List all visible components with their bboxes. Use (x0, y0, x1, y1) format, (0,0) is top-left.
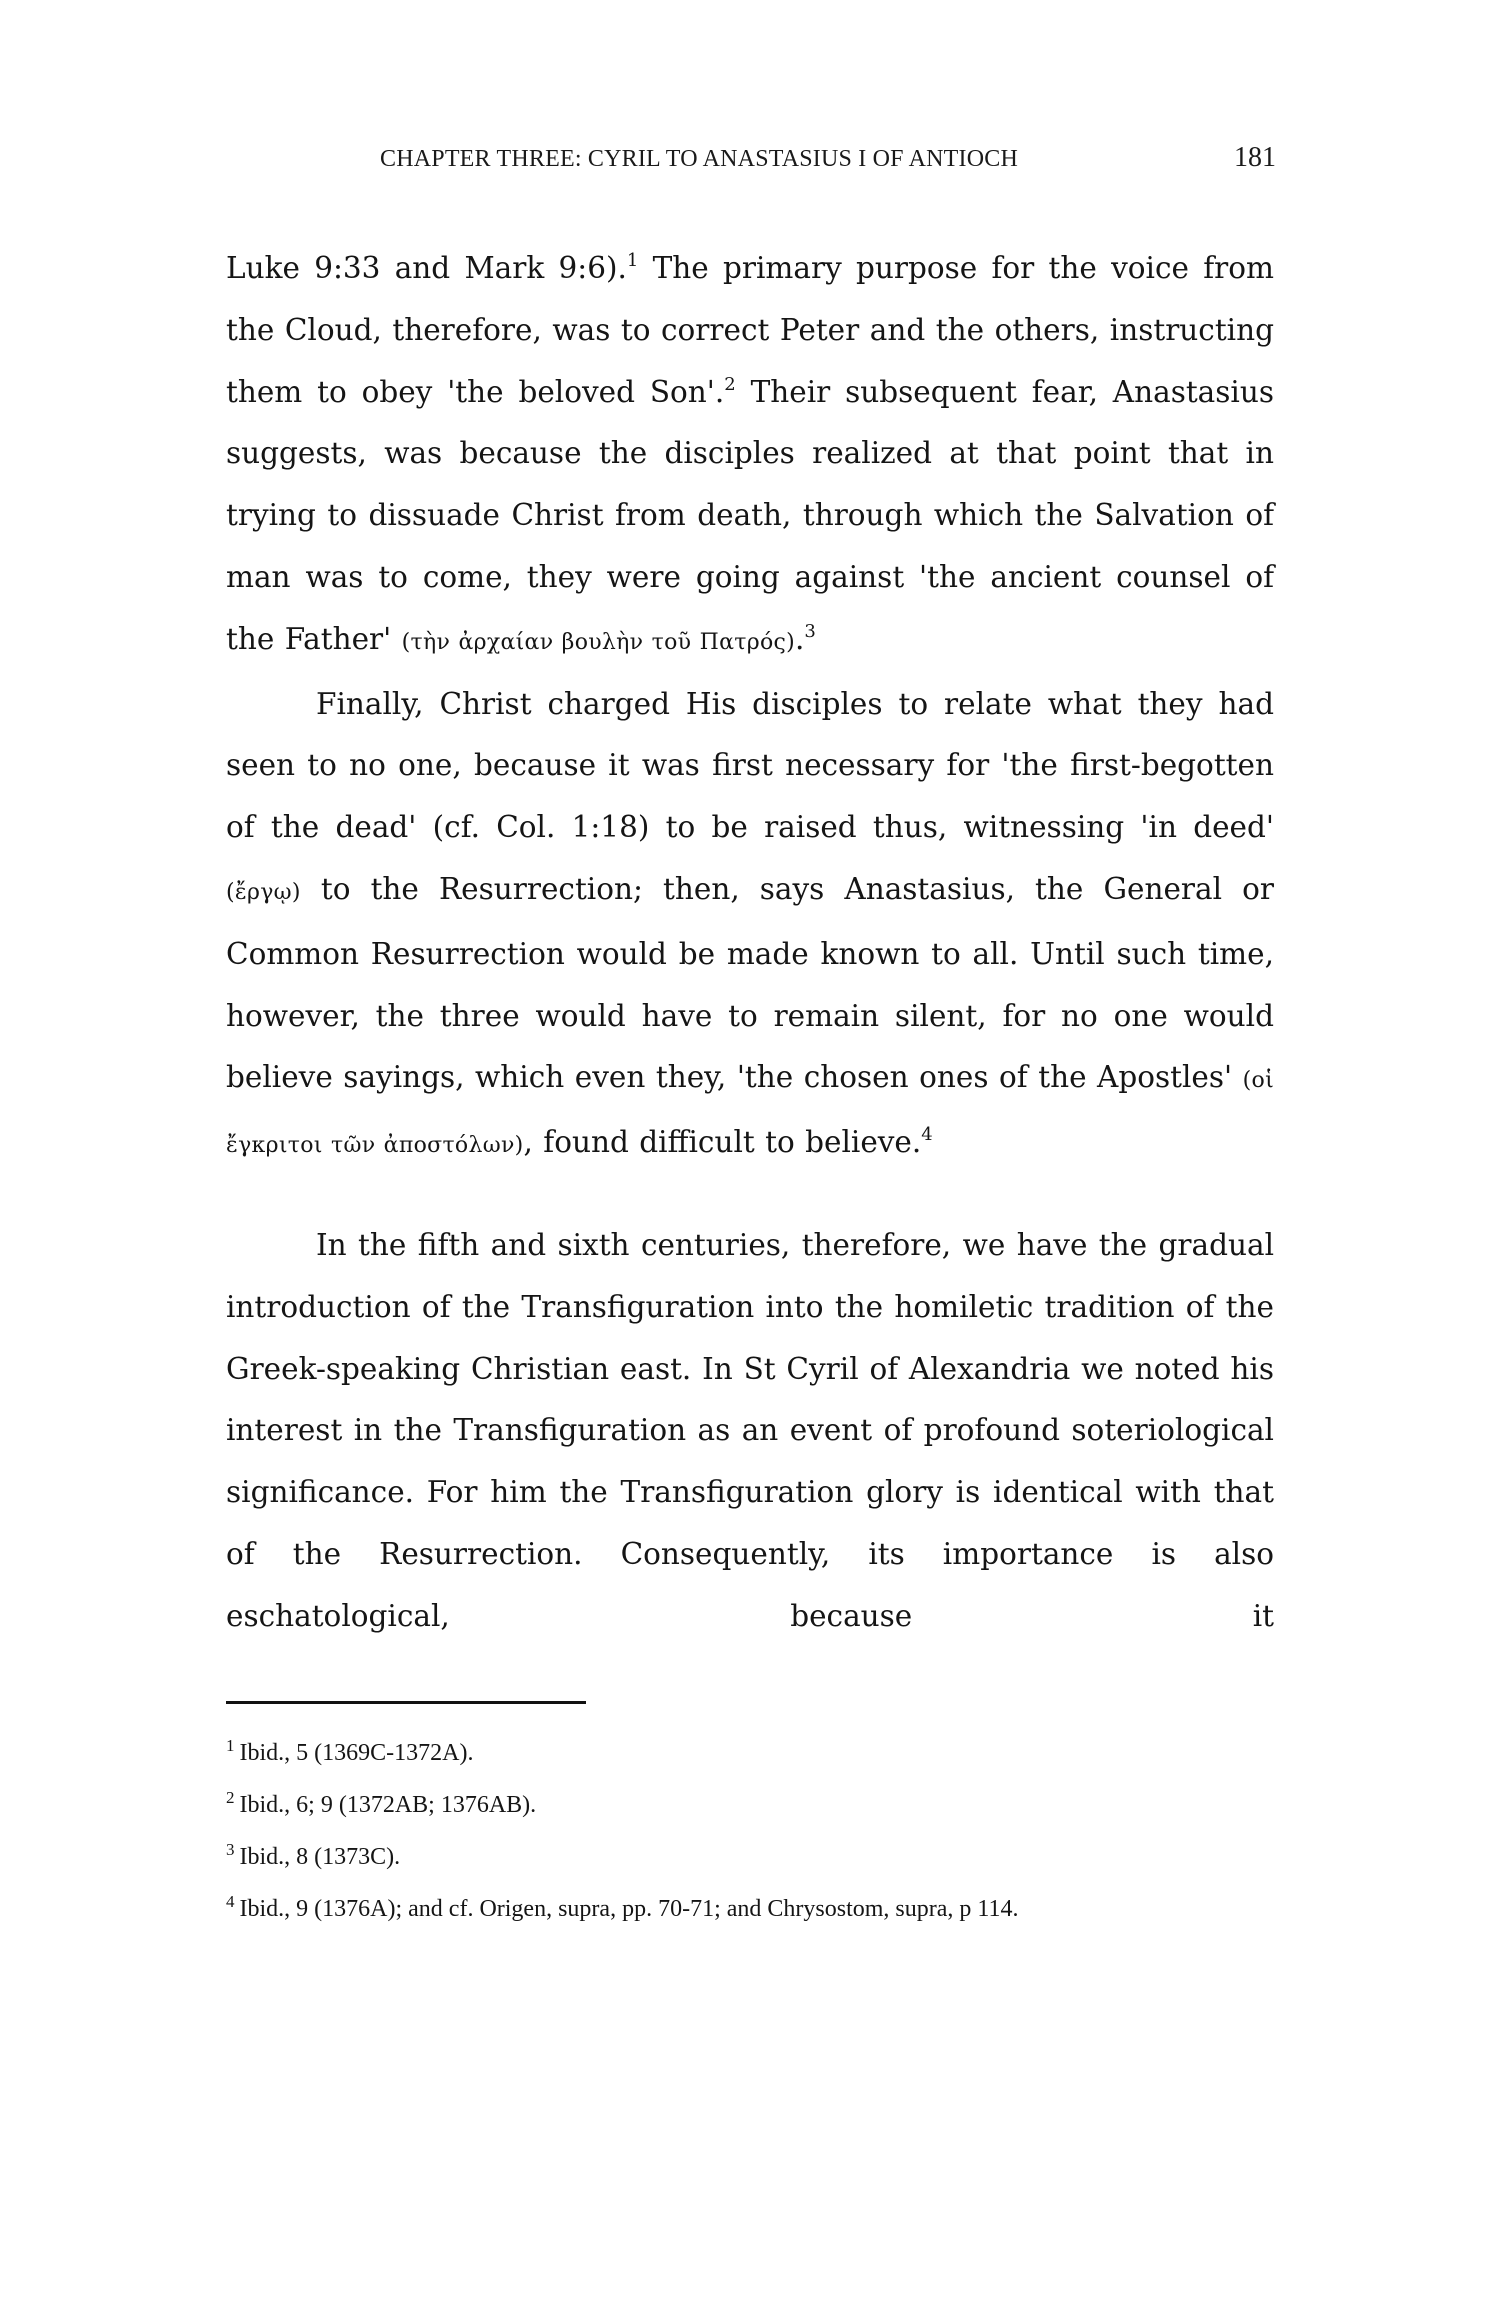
footnote-reference[interactable]: 1 (626, 250, 639, 271)
footnote-number: 4 (226, 1892, 235, 1911)
footnote-separator-rule (226, 1701, 586, 1704)
paragraph (226, 238, 1274, 674)
text-run: Finally, Christ charged His disciples to relate what they had seen to no one, because it was first necessary for 'the first-begotten of the dead' (cf. Col. 1:18) to be raised thus, witnessing 'in deed' (226, 686, 1274, 845)
text-run: , found difficult to believe. (523, 1125, 922, 1160)
footnotes (226, 1738, 1276, 1946)
footnote-number: 3 (226, 1840, 235, 1859)
greek-phrase: (τὴν ἀρχαίαν βουλὴν τοῦ Πατρός) (401, 629, 795, 655)
footnote-text: Ibid., 9 (1376A); and cf. Origen, supra, pp. 70-71; and Chrysostom, supra, p 114. (239, 1896, 1019, 1922)
footnote-reference[interactable]: 4 (921, 1124, 933, 1146)
text-run: . (795, 621, 805, 656)
text-run: Their subsequent fear, Anastasius suggests, was because the disciples realized at that point that in trying to dissuade Christ from death, through which the Salvation of man was to come, they were going against 'the ancient counsel of the Father' (226, 374, 1274, 656)
footnote-text: Ibid., 8 (1373C). (239, 1844, 401, 1870)
footnote-text: Ibid., 5 (1369C-1372A). (239, 1740, 474, 1766)
footnote (226, 1894, 1276, 1924)
footnote (226, 1738, 1276, 1768)
text-run: In the fifth and sixth centuries, therefore, we have the gradual introduction of the Transfiguration into the homiletic tradition of the Greek-speaking Christian east. In St Cyril of Alexandria we noted his interest in the Transfiguration as an event of profound soteriological significance. For him the Transfiguration glory is identical with that of the Resurrection. Consequently, its importance is also eschatological, because it (226, 1227, 1274, 1633)
footnote-number: 2 (226, 1788, 235, 1807)
text-run: The primary purpose for the voice from the Cloud, therefore, was to correct Peter and the others, instructing them to obey 'the beloved Son'. (226, 251, 1274, 409)
running-head (380, 146, 1240, 173)
body-text (226, 238, 1274, 1648)
footnote-reference[interactable]: 3 (804, 620, 816, 642)
paragraph (226, 674, 1274, 1177)
footnote-reference[interactable]: 2 (724, 373, 736, 395)
footnote-text: Ibid., 6; 9 (1372AB; 1376AB). (239, 1792, 537, 1818)
footnote (226, 1842, 1276, 1872)
footnote (226, 1790, 1276, 1820)
greek-phrase: (οἱ ἔγκριτοι τῶν ἀποστόλων) (226, 1068, 1274, 1159)
page-number: 181 (1234, 142, 1276, 173)
greek-phrase: (ἔργῳ) (226, 879, 301, 905)
paragraph (226, 1215, 1274, 1648)
running-title: CHAPTER THREE: CYRIL TO ANASTASIUS I OF ANTIOCH (380, 146, 1018, 172)
text-run: Luke 9:33 and Mark 9:6). (226, 251, 627, 285)
text-run: to the Resurrection; then, says Anastasius, the General or Common Resurrection would be made known to all. Until such time, however, the three would have to remain silent, for no one would believe sayings, which even they, 'the chosen ones of the Apostles' (226, 871, 1274, 1095)
footnote-number: 1 (226, 1736, 235, 1755)
